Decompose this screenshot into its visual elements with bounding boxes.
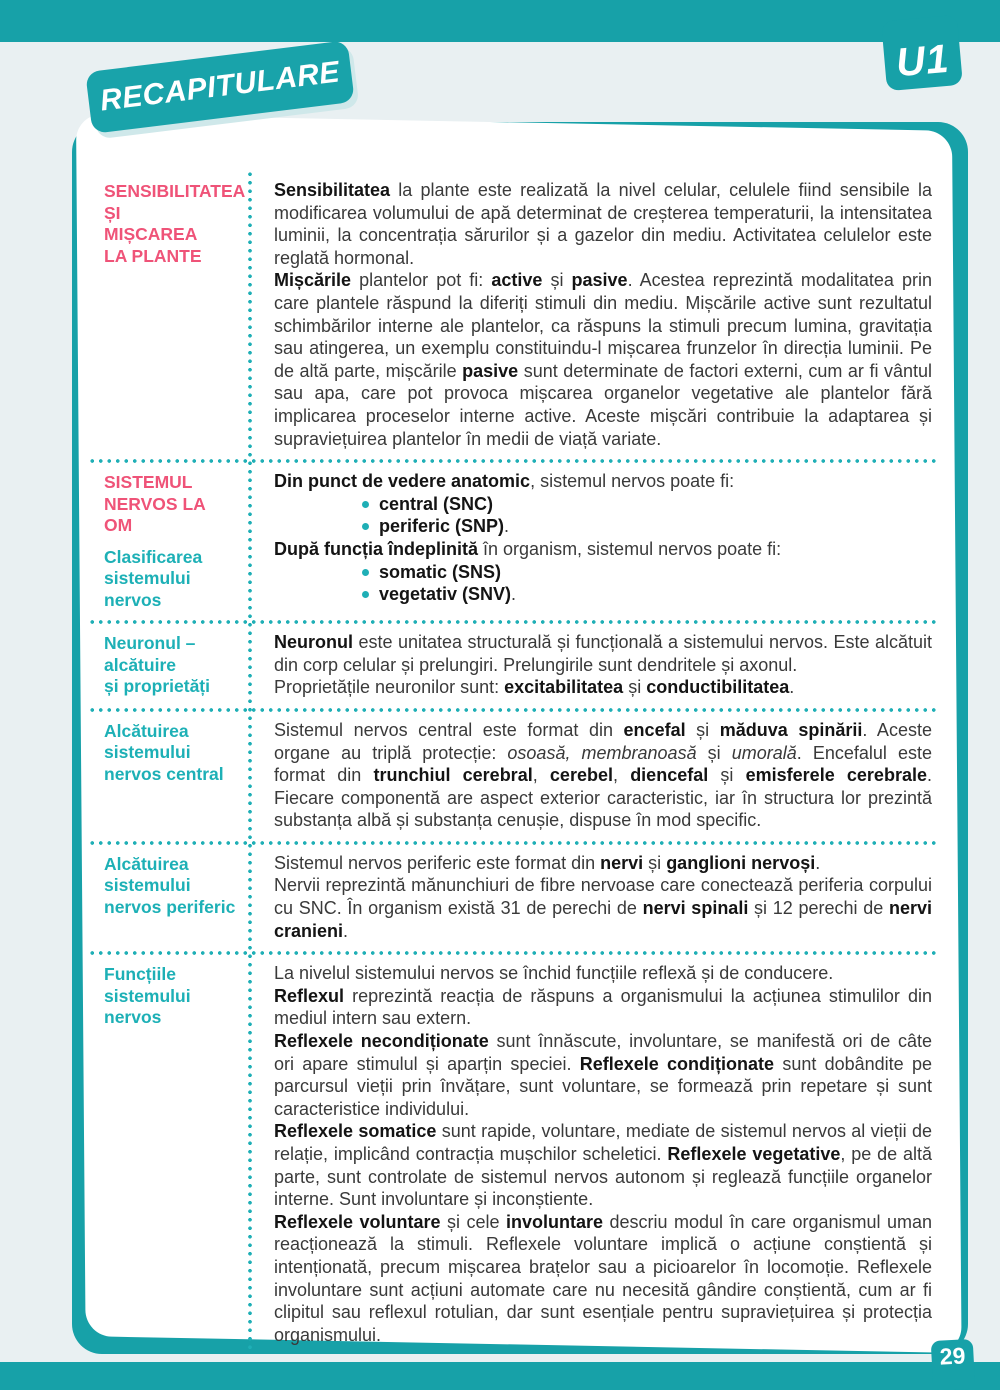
text-run: Sistemul nervos periferic este format din — [274, 852, 601, 873]
bold-term: Neuronul — [274, 632, 353, 653]
bold-term: active — [491, 270, 543, 291]
heading-line: și proprietăți — [104, 676, 210, 697]
section-body — [248, 962, 936, 1346]
bullet-item — [274, 561, 932, 584]
text-run: , pe de altă parte, sunt controlate de sistemul nervos autonom și reglează funcțiile organelor interne. Sunt involuntare și inconștiente. — [274, 1144, 932, 1210]
paragraph — [274, 538, 932, 561]
section-body — [248, 179, 936, 450]
section-heading — [88, 470, 248, 611]
bold-term: involuntare — [506, 1211, 604, 1232]
bold-term: emisferele cerebrale — [745, 765, 927, 786]
bullet-text — [379, 493, 493, 516]
section-row — [88, 624, 936, 708]
text-run: în organism, sistemul nervos poate fi: — [478, 538, 782, 559]
section-heading — [88, 962, 248, 1346]
paragraph — [274, 852, 932, 875]
bullet-text — [379, 561, 501, 584]
paragraph — [274, 269, 932, 450]
text-run: reprezintă reacția de răspuns a organismului la acțiunea stimulilor din mediul intern sau extern. — [274, 985, 932, 1029]
text-run: . Acestea reprezintă modalitatea prin care plantele răspund la diferiți stimuli din mediu. Mișcările active sunt rezultatul schimbărilor interne ale plantelor, ca răspuns la stimuli precum lumina, gravitația sau atingerea, un exemplu constituindu-l mișcarea frunzelor în direcția luminii. Pe de altă parte, mișcările — [274, 270, 932, 381]
bold-term: somatic (SNS) — [379, 561, 502, 582]
heading-block — [104, 854, 236, 919]
section-row — [88, 172, 936, 459]
bullet-item — [274, 515, 932, 538]
text-run: Nervii reprezintă mănunchiuri de fibre nervoase care conectează periferia corpului cu SNC. În organism există 31 de perechi de — [274, 875, 932, 919]
bold-term: măduva spinării — [719, 719, 863, 740]
bold-term: Sensibilitatea — [274, 180, 391, 200]
heading-line: LA PLANTE — [104, 245, 202, 266]
recap-table — [88, 172, 936, 1355]
bold-term: Din punct de vedere anatomic — [274, 471, 531, 492]
heading-block — [104, 472, 236, 537]
text-run: sunt dobândite pe parcursul vieții prin învățare, sunt voluntare, se formează prin repetare și sunt caracteristice individului. — [274, 1053, 932, 1119]
heading-line: nervos central — [104, 763, 224, 784]
heading-line: sistemului — [104, 568, 191, 589]
text-run: și — [542, 270, 572, 291]
section-row — [88, 712, 936, 841]
bullet-dot-icon — [362, 591, 369, 598]
page-number-tab: 29 — [931, 1339, 976, 1390]
heading-line: SISTEMUL — [104, 472, 193, 493]
bold-term: cerebel — [549, 765, 613, 786]
section-body — [248, 719, 936, 832]
paragraph — [274, 719, 932, 832]
heading-line: sistemului — [104, 742, 191, 763]
heading-block — [104, 547, 236, 612]
bold-term: ganglioni nervoși — [666, 852, 816, 873]
bold-term: pasive — [462, 360, 519, 381]
bold-term: conductibilitatea — [646, 677, 790, 698]
paragraph — [274, 179, 932, 269]
text-run: . — [815, 852, 821, 873]
heading-line: nervos periferic — [104, 896, 236, 917]
italic-term: umorală — [731, 742, 797, 763]
heading-line: sistemului — [104, 985, 191, 1006]
bold-term: diencefal — [630, 765, 709, 786]
text-run: și — [708, 765, 746, 786]
text-run: plantelor pot fi: — [351, 270, 492, 291]
bold-term: periferic (SNP) — [379, 516, 505, 537]
section-heading — [88, 179, 248, 450]
bullet-list — [274, 493, 932, 538]
bold-term: encefal — [623, 719, 686, 740]
paragraph — [274, 676, 932, 699]
section-row — [88, 955, 936, 1355]
bullet-item — [274, 583, 932, 606]
bold-term: nervi cranieni — [274, 898, 932, 941]
bottom-color-bar — [0, 1362, 1000, 1390]
heading-block — [104, 181, 246, 267]
heading-line: NERVOS LA OM — [104, 493, 206, 536]
paragraph — [274, 631, 932, 676]
paragraph — [274, 874, 932, 942]
bullet-list — [274, 561, 932, 606]
text-run: , — [532, 765, 550, 786]
bold-term: Reflexele somatice — [274, 1121, 437, 1142]
paragraph — [274, 1211, 932, 1347]
bullet-dot-icon — [362, 501, 369, 508]
text-run: la plante este realizată la nivel celular, celulele fiind sensibile la modificarea volumului de apă determinat de creșterea temperaturii, la intensitatea luminii, la concentrația sărurilor și a gazelor din mediu. Activitatea celulelor este reglată hormonal. — [274, 180, 932, 268]
text-run: este unitatea structurală și funcțională a sistemului nervos. Este alcătuit din corp celular și prelungiri. Prelungirile sunt dendritele și axonul. — [274, 632, 932, 675]
text-run: și cele — [440, 1211, 506, 1232]
bullet-text — [379, 583, 516, 606]
section-body — [248, 470, 936, 611]
text-run: și — [643, 852, 667, 873]
heading-line: SENSIBILITATEA — [104, 181, 246, 201]
heading-line: nervos — [104, 589, 162, 610]
text-run: Sistemul nervos central este format din — [274, 719, 624, 740]
heading-line: ȘI — [104, 202, 121, 223]
bold-term: Reflexul — [274, 985, 345, 1006]
bold-term: nervi spinali — [642, 898, 749, 919]
text-run: și 12 perechi de — [748, 898, 889, 919]
text-run: sunt determinate de factori externi, cum ar fi vântul sau apa, care pot provoca mișcarea organelor vegetative ale plantelor fără implicarea proceselor interne active. Aceste mișcări contribuie la adaptarea și supraviețuirea plantelor în medii de viață variate. — [274, 360, 932, 449]
bullet-dot-icon — [362, 569, 369, 576]
text-run: La nivelul sistemului nervos se închid funcțiile reflexă și de conducere. — [274, 963, 834, 984]
bold-term: Reflexele voluntare — [274, 1211, 441, 1232]
text-run: . — [343, 920, 349, 941]
section-body — [248, 631, 936, 699]
bold-term: pasive — [571, 270, 628, 291]
bold-term: central (SNC) — [379, 493, 494, 514]
bold-term: nervi — [600, 852, 644, 873]
bold-term: vegetativ (SNV) — [379, 584, 512, 605]
text-run: și — [623, 677, 647, 698]
top-color-bar — [0, 0, 1000, 42]
text-run: . Fiecare componentă are aspect exterior caracteristic, iar în structura lor prezintă substanța albă și substanța cenușie, dispuse în mod specific. — [274, 765, 932, 831]
section-row — [88, 845, 936, 951]
heading-line: Alcătuirea — [104, 853, 189, 874]
heading-block — [104, 721, 236, 786]
heading-line: sistemului — [104, 875, 191, 896]
heading-block — [104, 964, 236, 1029]
heading-line: nervos — [104, 1007, 162, 1028]
heading-block — [104, 633, 236, 698]
recap-banner-title: RECAPITULARE — [85, 40, 355, 134]
bullet-dot-icon — [362, 523, 369, 530]
text-run: și — [696, 742, 732, 763]
bullet-text — [379, 515, 509, 538]
bold-term: După funcția îndeplinită — [274, 538, 479, 559]
text-run: Proprietățile neuronilor sunt: — [274, 677, 505, 698]
bold-term: trunchiul cerebral — [373, 765, 533, 786]
heading-line: Funcțiile — [104, 964, 176, 985]
bold-term: Reflexele necondiționate — [274, 1031, 489, 1052]
text-run: . — [504, 516, 510, 537]
paragraph — [274, 962, 932, 985]
column-divider-dotted-line — [248, 170, 252, 1349]
text-run: , — [612, 765, 631, 786]
heading-line: MIȘCAREA — [104, 224, 198, 244]
text-run: , sistemul nervos poate fi: — [530, 471, 735, 492]
section-row — [88, 463, 936, 620]
text-run: descriu modul în care organismul uman reacționează la stimuli. Reflexele voluntare implică o acțiune conștientă și intenționată, precum mișcarea brațelor sau a picioarelor în locomoție. Reflexele involuntare sunt acțiuni automate care nu necesită gândire conștientă, cum ar fi clipitul sau reflexul rotulian, dar sunt esențiale pentru supraviețuirea și protecția organismului. — [274, 1211, 932, 1345]
text-run: . — [511, 584, 517, 605]
bullet-item — [274, 493, 932, 516]
text-run: . Aceste organe au triplă protecție: — [274, 719, 932, 763]
heading-line: Clasificarea — [104, 546, 203, 567]
paragraph — [274, 985, 932, 1030]
bold-term: Reflexele vegetative — [667, 1144, 841, 1164]
paragraph — [274, 1120, 932, 1210]
section-body — [248, 852, 936, 942]
paragraph — [274, 470, 932, 493]
text-run: sunt înnăscute, involuntare, se manifestă ori de câte ori apare stimulul și aparțin speciei. — [274, 1031, 932, 1074]
section-heading — [88, 852, 248, 942]
bold-term: Mișcările — [274, 270, 352, 291]
section-heading — [88, 719, 248, 832]
paragraph — [274, 1030, 932, 1120]
bold-term: excitabilitatea — [504, 677, 624, 698]
bold-term: Reflexele condiționate — [579, 1053, 775, 1074]
heading-line: Neuronul – — [104, 633, 196, 654]
unit-badge: U1 — [881, 15, 963, 91]
italic-term: osoasă, membranoasă — [507, 742, 697, 763]
text-run: . — [789, 677, 795, 698]
text-run: . Encefalul este format din — [274, 742, 932, 786]
text-run: sunt rapide, voluntare, mediate de sistemul nervos al vieții de relație, implicând contracția mușchilor scheletici. — [274, 1121, 932, 1164]
section-heading — [88, 631, 248, 699]
heading-line: alcătuire — [104, 654, 176, 675]
heading-line: Alcătuirea — [104, 720, 189, 741]
text-run: și — [685, 719, 720, 740]
